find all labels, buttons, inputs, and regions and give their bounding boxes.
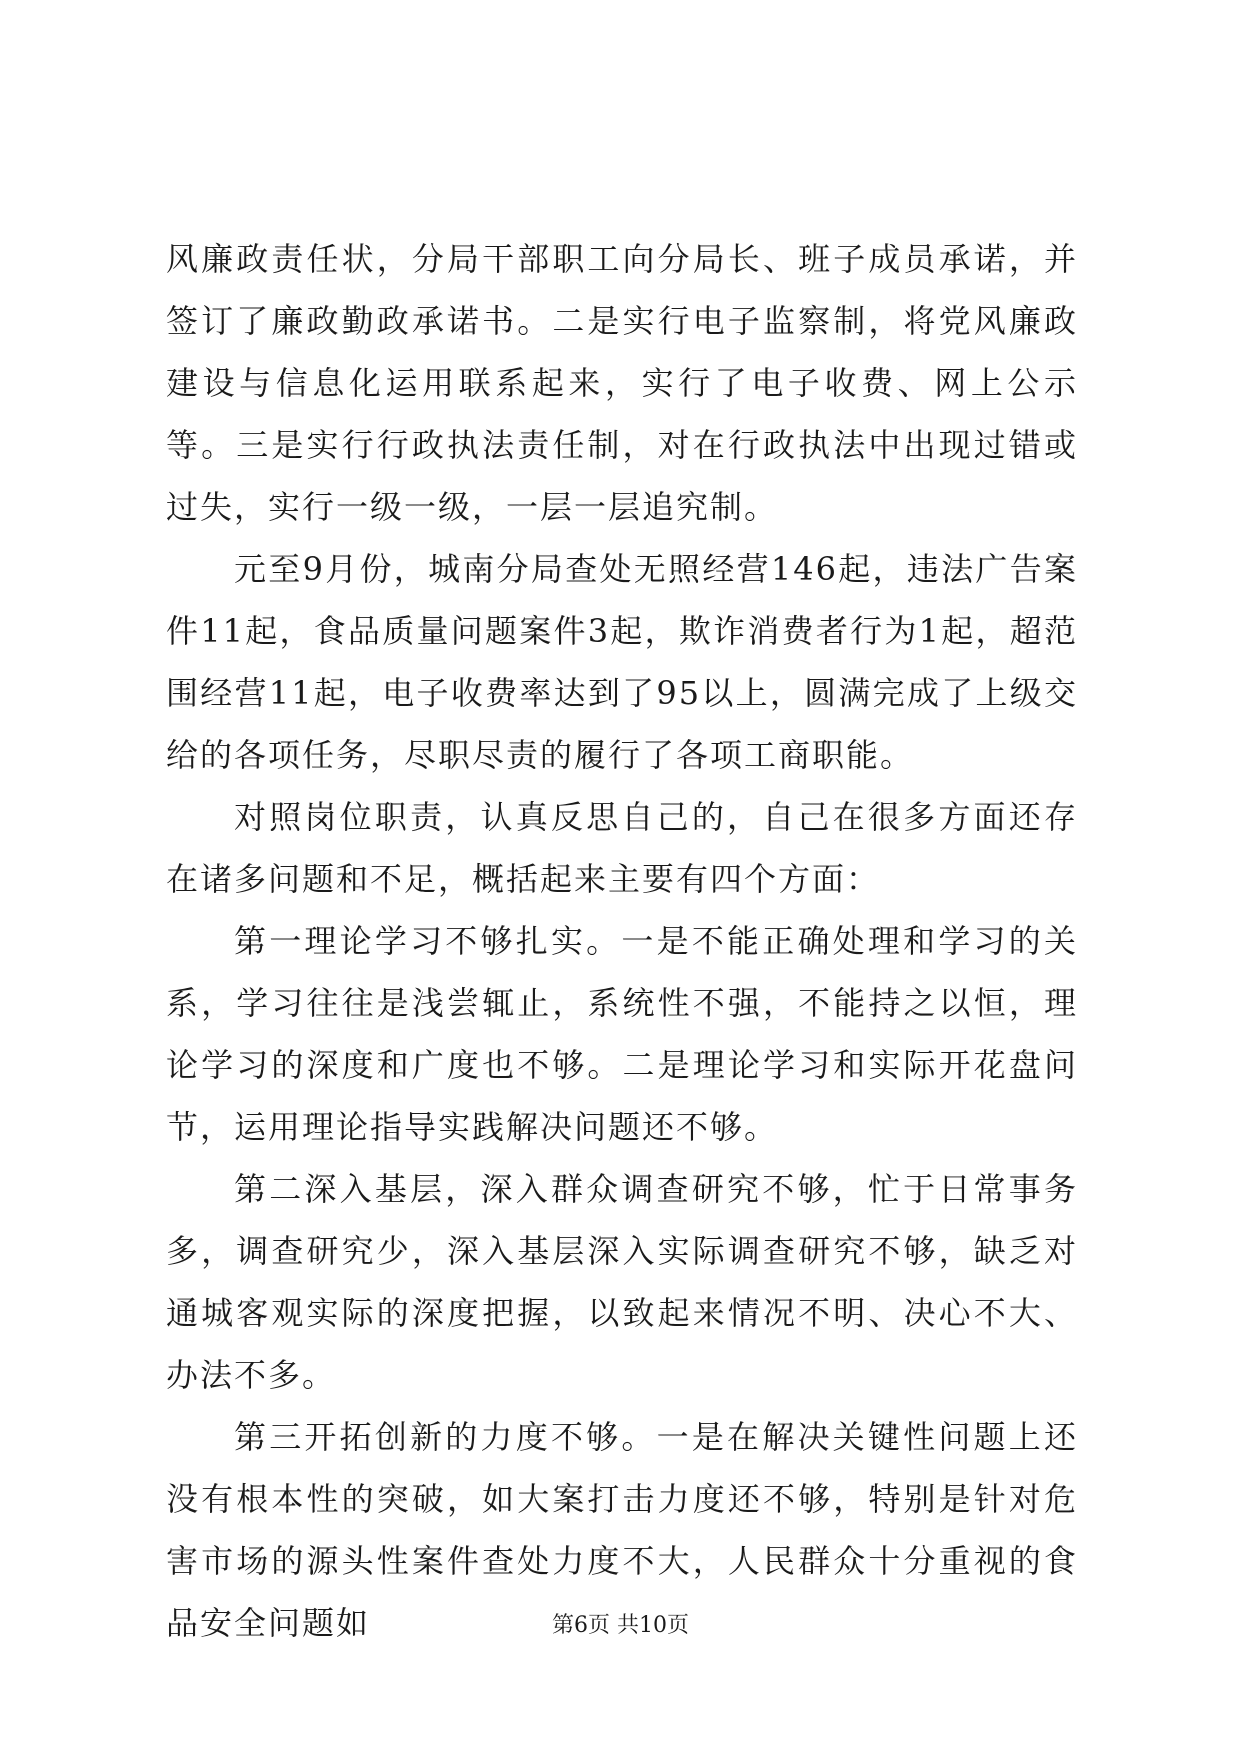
paragraph-4: 第一理论学习不够扎实。一是不能正确处理和学习的关系，学习往往是浅尝辄止，系统性不强，不能持之以恒，理论学习的深度和广度也不够。二是理论学习和实际开花盘问节，运用理论指导实践解决问题还不够。 [166,922,1078,1146]
document-body [166,228,1078,1654]
page-footer [0,1608,1241,1639]
paragraph-1: 风廉政责任状，分局干部职工向分局长、班子成员承诺，并签订了廉政勤政承诺书。二是实行电子监察制，将党风廉政建设与信息化运用联系起来，实行了电子收费、网上公示等。三是实行行政执法责任制，对在行政执法中出现过错或过失，实行一级一级，一层一层追究制。 [166,240,1078,526]
paragraph-6: 第三开拓创新的力度不够。一是在解决关键性问题上还没有根本性的突破，如大案打击力度还不够，特别是针对危害市场的源头性案件查处力度不大，人民群众十分重视的食品安全问题如 [166,1418,1078,1642]
paragraph-2: 元至9月份，城南分局查处无照经营146起，违法广告案件11起，食品质量问题案件3起，欺诈消费者行为1起，超范围经营11起，电子收费率达到了95以上，圆满完成了上级交给的各项任务，尽职尽责的履行了各项工商职能。 [166,550,1078,774]
page-number-label: 第6页 共10页 [552,1613,689,1638]
paragraph-3: 对照岗位职责，认真反思自己的，自己在很多方面还存在诸多问题和不足，概括起来主要有四个方面： [166,798,1078,898]
paragraph-5: 第二深入基层，深入群众调查研究不够，忙于日常事务多，调查研究少，深入基层深入实际调查研究不够，缺乏对通城客观实际的深度把握，以致起来情况不明、决心不大、办法不多。 [166,1170,1078,1394]
